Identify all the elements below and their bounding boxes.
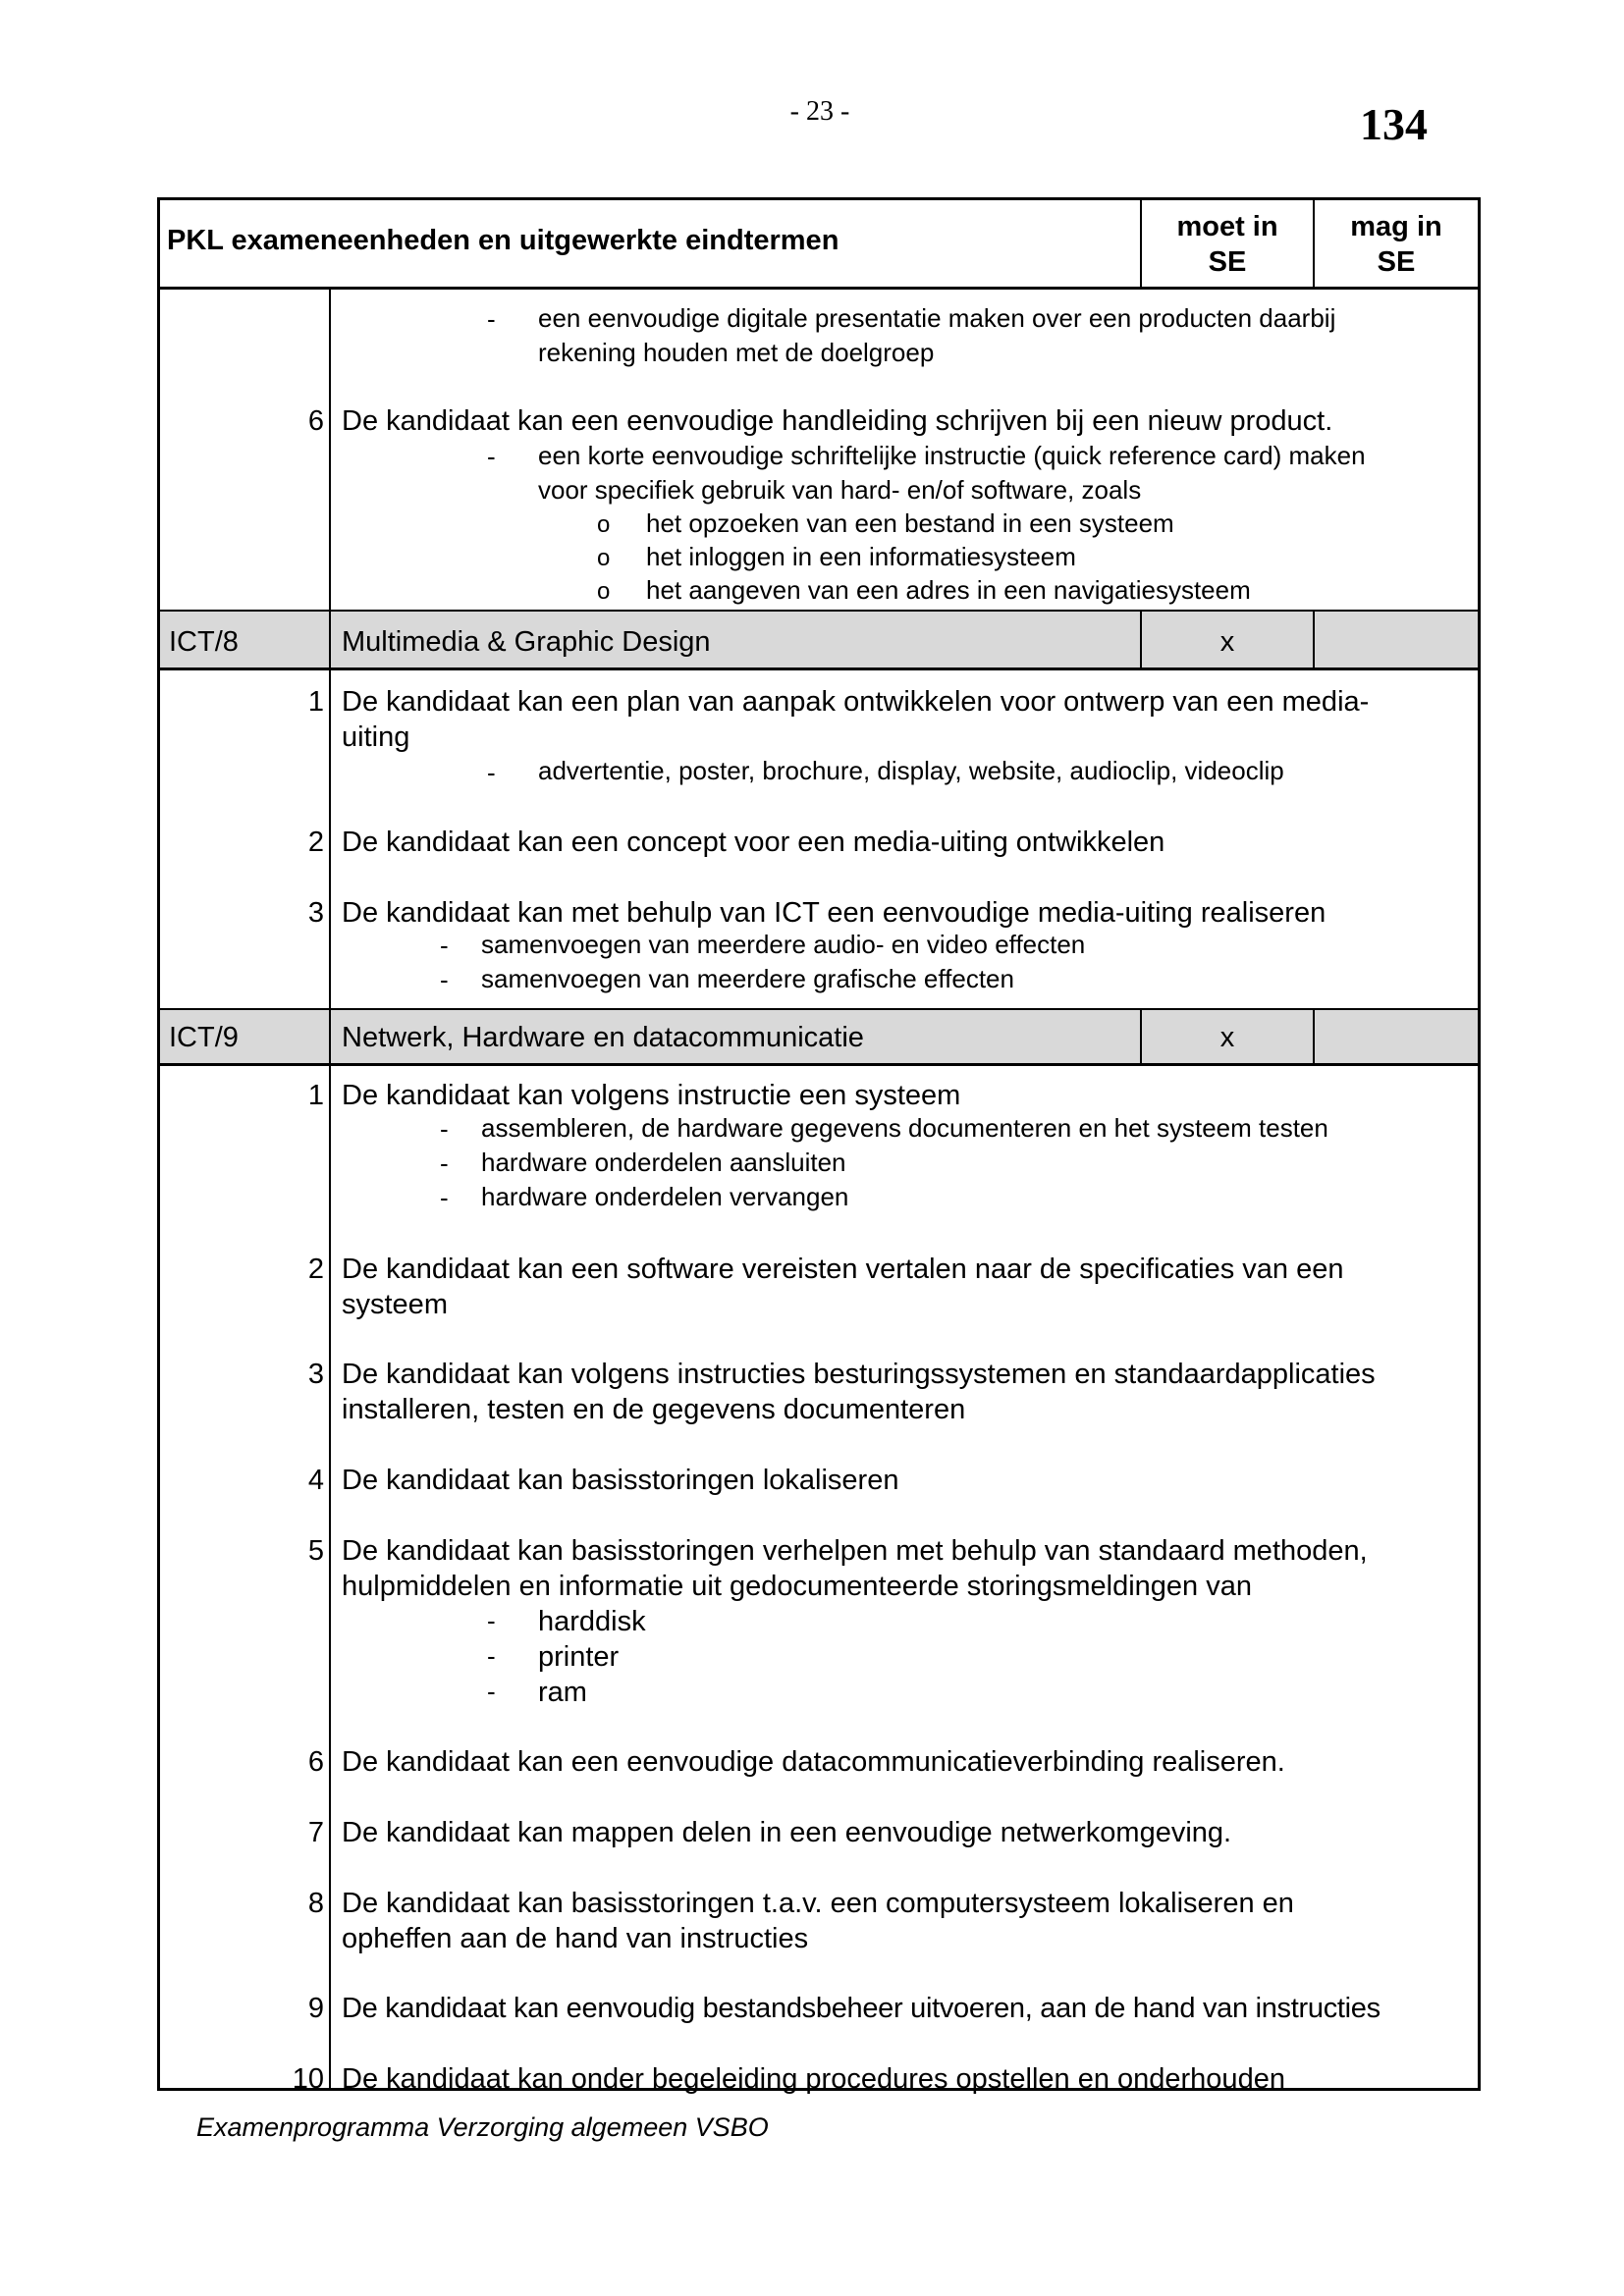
column-moet-label-line2: SE bbox=[1208, 246, 1247, 278]
item-text: De kandidaat kan een concept voor een media-uiting ontwikkelen bbox=[342, 827, 1165, 858]
bullet-dash: - bbox=[440, 965, 449, 994]
ict9-top-rule bbox=[157, 1008, 1481, 1010]
item-bullet: hardware onderdelen aansluiten bbox=[481, 1148, 846, 1177]
section-title: Netwerk, Hardware en datacommunicatie bbox=[342, 1022, 864, 1053]
item-bullet: advertentie, poster, brochure, display, website, audioclip, videoclip bbox=[538, 756, 1284, 785]
circle-bullet-icon: o bbox=[597, 545, 611, 571]
item-number: 7 bbox=[307, 1817, 324, 1848]
item-number: 10 bbox=[292, 2063, 324, 2095]
continuation-bullet: een eenvoudige digitale presentatie maken over een producten daarbij rekening houden met de doelgroep bbox=[538, 303, 1336, 367]
ict9-bottom-rule bbox=[157, 1063, 1481, 1066]
item-number: 4 bbox=[307, 1465, 324, 1496]
column-mag-in-se bbox=[1315, 209, 1478, 280]
item-bullet: samenvoegen van meerdere grafische effecten bbox=[481, 964, 1014, 993]
sub-item: het inloggen in een informatiesysteem bbox=[646, 542, 1076, 571]
section-code: ICT/8 bbox=[169, 626, 239, 658]
item-number: 6 bbox=[307, 405, 324, 437]
column-moet-in-se bbox=[1142, 209, 1313, 280]
ict8-top-rule bbox=[157, 610, 1481, 612]
item-number: 1 bbox=[307, 1080, 324, 1111]
bullet-dash: - bbox=[487, 442, 496, 471]
item-bullet: een korte eenvoudige schriftelijke instructie (quick reference card) maken voor specifiek gebruik van hard- en/of software, zoals bbox=[538, 441, 1366, 505]
circle-bullet-icon: o bbox=[597, 511, 611, 538]
mag-column-divider-ict8 bbox=[1313, 611, 1315, 669]
item-text: De kandidaat kan basisstoringen lokaliseren bbox=[342, 1465, 899, 1496]
item-number: 2 bbox=[307, 1254, 324, 1285]
item-text: De kandidaat kan basisstoringen t.a.v. een computersysteem lokaliseren en opheffen aan de hand van instructies bbox=[342, 1888, 1294, 1954]
bullet-dash: - bbox=[487, 1641, 496, 1671]
item-text: De kandidaat kan mappen delen in een eenvoudige netwerkomgeving. bbox=[342, 1817, 1232, 1848]
ict8-bottom-rule bbox=[157, 667, 1481, 670]
item-bullet: harddisk bbox=[538, 1606, 646, 1637]
item-text: De kandidaat kan een eenvoudige handleiding schrijven bij een nieuw product. bbox=[342, 405, 1333, 437]
sub-item: het aangeven van een adres in een navigatiesysteem bbox=[646, 575, 1251, 605]
moet-mark: x bbox=[1219, 1022, 1235, 1053]
page-number: - 23 - bbox=[789, 96, 850, 127]
page-footer: Examenprogramma Verzorging algemeen VSBO bbox=[196, 2112, 769, 2142]
item-bullet: ram bbox=[538, 1677, 587, 1708]
document-number: 134 bbox=[1360, 99, 1428, 149]
moet-mark: x bbox=[1219, 626, 1235, 658]
bullet-dash: - bbox=[487, 1677, 496, 1706]
bullet-dash: - bbox=[440, 1183, 449, 1212]
item-number: 9 bbox=[307, 1993, 324, 2024]
item-bullet: assembleren, de hardware gegevens documenteren en het systeem testen bbox=[481, 1113, 1328, 1143]
item-number: 1 bbox=[307, 686, 324, 718]
item-bullet: hardware onderdelen vervangen bbox=[481, 1182, 849, 1211]
header-divider bbox=[157, 287, 1481, 290]
item-number: 5 bbox=[307, 1535, 324, 1567]
item-bullet: printer bbox=[538, 1641, 620, 1673]
item-number: 3 bbox=[307, 1359, 324, 1390]
item-text: De kandidaat kan een software vereisten vertalen naar de specificaties van een systeem bbox=[342, 1254, 1344, 1320]
item-text: De kandidaat kan een eenvoudige datacommunicatieverbinding realiseren. bbox=[342, 1746, 1285, 1778]
code-column-divider bbox=[329, 288, 331, 2091]
bullet-dash: - bbox=[487, 304, 496, 334]
item-text: De kandidaat kan volgens instructie een systeem bbox=[342, 1080, 961, 1111]
column-mag-label-line2: SE bbox=[1377, 246, 1416, 278]
bullet-dash: - bbox=[440, 1114, 449, 1144]
item-number: 8 bbox=[307, 1888, 324, 1919]
item-text: De kandidaat kan onder begeleiding procedures opstellen en onderhouden bbox=[342, 2063, 1285, 2095]
column-mag-label-line1: mag in bbox=[1350, 211, 1442, 242]
table-title: PKL exameneenheden en uitgewerkte eindtermen bbox=[167, 225, 839, 256]
item-number: 3 bbox=[307, 897, 324, 929]
bullet-dash: - bbox=[440, 1148, 449, 1178]
section-code: ICT/9 bbox=[169, 1022, 239, 1053]
item-text: De kandidaat kan een plan van aanpak ontwikkelen voor ontwerp van een media- uiting bbox=[342, 686, 1370, 753]
mag-column-divider-ict9 bbox=[1313, 1009, 1315, 1065]
item-number: 6 bbox=[307, 1746, 324, 1778]
column-moet-label-line1: moet in bbox=[1176, 211, 1278, 242]
section-title: Multimedia & Graphic Design bbox=[342, 626, 711, 658]
bullet-dash: - bbox=[440, 931, 449, 960]
item-number: 2 bbox=[307, 827, 324, 858]
sub-item: het opzoeken van een bestand in een systeem bbox=[646, 508, 1174, 538]
item-text: De kandidaat kan met behulp van ICT een eenvoudige media-uiting realiseren bbox=[342, 897, 1326, 929]
bullet-dash: - bbox=[487, 1606, 496, 1635]
item-text: De kandidaat kan volgens instructies besturingssystemen en standaardapplicaties installeren, testen en de gegevens documenteren bbox=[342, 1359, 1376, 1425]
bullet-dash: - bbox=[487, 758, 496, 787]
circle-bullet-icon: o bbox=[597, 578, 611, 605]
item-bullet: samenvoegen van meerdere audio- en video effecten bbox=[481, 930, 1086, 959]
item-text: De kandidaat kan eenvoudig bestandsbeheer uitvoeren, aan de hand van instructies bbox=[342, 1993, 1380, 2024]
item-text: De kandidaat kan basisstoringen verhelpen met behulp van standaard methoden, hulpmiddelen en informatie uit gedocumenteerde storingsmeldingen van bbox=[342, 1535, 1368, 1602]
